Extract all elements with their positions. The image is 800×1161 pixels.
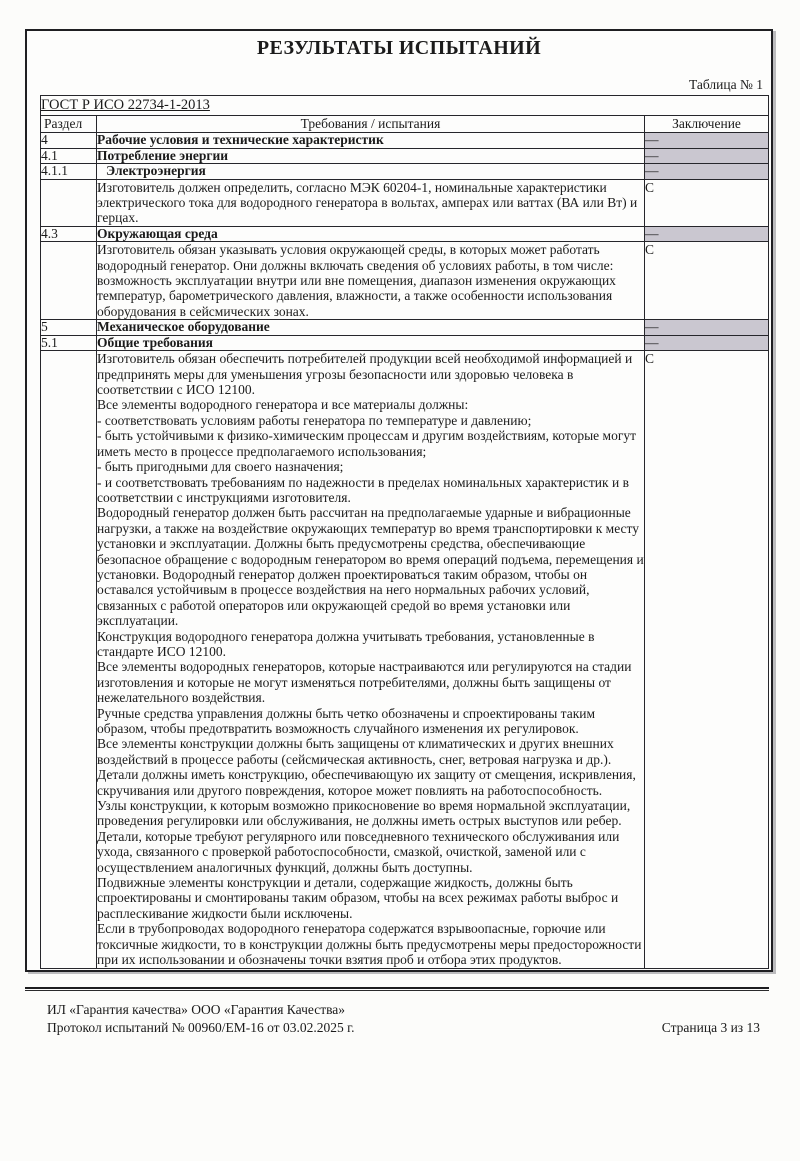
requirement-paragraph: - быть пригодными для своего назначения; (97, 459, 344, 475)
conclusion-cell: С (645, 351, 769, 968)
requirement-cell: Электроэнергия (97, 164, 645, 180)
table-row-requirement-environment (41, 242, 769, 320)
conclusion-cell: — (645, 164, 769, 180)
col-header-section: Раздел (41, 116, 97, 133)
table-row-section-4-1-1 (41, 164, 769, 180)
footer-page-number: Страница 3 из 13 (661, 1020, 760, 1035)
col-header-requirements: Требования / испытания (97, 116, 645, 133)
requirement-cell: Механическое оборудование (97, 320, 645, 336)
conclusion-cell: С (645, 179, 769, 226)
table-row-section-4 (41, 133, 769, 149)
requirement-cell: Окружающая среда (97, 226, 645, 242)
footer-lab-name: ИЛ «Гарантия качества» ООО «Гарантия Качества» (47, 1002, 346, 1017)
requirement-paragraph: Если в трубопроводах водородного генератора содержатся взрывоопасные, горючие или токсичные жидкости, то в конструкции должны быть предусмотрены меры предосторожности при их использовании и обозначены точки взятия проб и отбора этих продуктов. (97, 921, 642, 968)
column-header-row (41, 116, 769, 133)
page-footer (0, 1001, 800, 1037)
table-row-requirement-general (41, 351, 769, 968)
footer-left-block (47, 1001, 354, 1037)
section-cell: 4 (41, 133, 97, 149)
table-row-section-5-1 (41, 335, 769, 351)
table-row-requirement-electro (41, 179, 769, 226)
requirement-paragraph: Ручные средства управления должны быть четко обозначены и спроектированы таким образом, чтобы предотвратить возможность случайного изменения их регулировок. (97, 705, 596, 736)
requirement-cell: Изготовитель обязан указывать условия окружающей среды, в которых может работать водородный генератор. Они должны включать сведения об условиях работы, в том числе: возможность эксплуатации внутри или вне помещения, диапазон изменения окружающих температур, барометрического давления, влажности, а также особенности использования оборудования в сейсмических зонах. (97, 242, 645, 320)
results-table (40, 95, 769, 969)
standard-header (41, 96, 769, 116)
requirement-paragraph: Водородный генератор должен быть рассчитан на предполагаемые ударные и вибрационные нагрузки, а также на воздействие окружающих температур во время транспортировки к месту установки и эксплуатации. Должны быть предусмотрены средства, обеспечивающие безопасное обращение с водородным генератором во время операций подъема, перемещения и установки. Водородный генератор должен проектироваться таким образом, чтобы он оставался устойчивым в процессе воздействия на него нормальных рабочих условий, связанных с работой операторов или окружающей средой во время установки или эксплуатации. (97, 505, 644, 629)
section-cell: 5 (41, 320, 97, 336)
section-cell: 4.1 (41, 148, 97, 164)
conclusion-cell: — (645, 335, 769, 351)
requirement-cell (97, 351, 645, 968)
requirement-paragraph: Конструкция водородного генератора должна учитывать требования, установленные в стандарте ИСО 12100. (97, 628, 595, 659)
conclusion-cell: — (645, 226, 769, 242)
section-cell (41, 242, 97, 320)
conclusion-cell: — (645, 133, 769, 149)
requirement-paragraph: Детали должны иметь конструкцию, обеспечивающую их защиту от смещения, искривления, скручивания или другого повреждения, которое может повлиять на работоспособность. (97, 767, 636, 798)
section-cell: 4.1.1 (41, 164, 97, 180)
requirement-paragraph: Все элементы водородного генератора и все материалы должны: (97, 397, 469, 413)
standard-header-text: ГОСТ Р ИСО 22734-1-2013 (41, 97, 210, 113)
table-row-section-5 (41, 320, 769, 336)
standard-header-row (41, 96, 769, 116)
conclusion-cell: С (645, 242, 769, 320)
requirement-paragraph: Изготовитель обязан обеспечить потребителей продукции всей необходимой информацией и предпринять меры для уменьшения угрозы безопасности или здоровью человека в соответствии с ИСО 12100. (97, 351, 633, 398)
page-frame (25, 29, 773, 972)
requirement-cell: Рабочие условия и технические характеристик (97, 133, 645, 149)
section-cell: 4.3 (41, 226, 97, 242)
section-cell (41, 179, 97, 226)
conclusion-cell: — (645, 320, 769, 336)
requirement-cell: Изготовитель должен определить, согласно МЭК 60204-1, номинальные характеристики электрического тока для водородного генератора в вольтах, амперах или ваттах (ВА или Вт) и герцах. (97, 179, 645, 226)
conclusion-cell: — (645, 148, 769, 164)
requirement-cell: Потребление энергии (97, 148, 645, 164)
requirement-paragraph: Все элементы водородных генераторов, которые настраиваются или регулируются на стадии изготовления и которые не могут изменяться потребителями, должны быть защищены от нежелательного воздействия. (97, 659, 632, 706)
requirement-paragraph: - соответствовать условиям работы генератора по температуре и давлению; (97, 412, 532, 428)
page-title: РЕЗУЛЬТАТЫ ИСПЫТАНИЙ (256, 37, 542, 59)
table-caption: Таблица № 1 (689, 77, 763, 92)
requirement-cell: Общие требования (97, 335, 645, 351)
table-row-section-4-1 (41, 148, 769, 164)
section-cell: 5.1 (41, 335, 97, 351)
requirement-paragraph: Подвижные элементы конструкции и детали, содержащие жидкость, должны быть спроектированы и смонтированы таким образом, чтобы на всех режимах работы выброс и расплескивание жидкости были исключены. (97, 875, 619, 921)
table-row-section-4-3 (41, 226, 769, 242)
requirement-paragraph: - и соответствовать требованиям по надежности в пределах номинальных характеристик и в соответствии с инструкциями изготовителя. (97, 474, 629, 505)
scanned-document-page (0, 29, 800, 1161)
requirement-paragraph: Детали, которые требуют регулярного или повседневного технического обслуживания или ухода, связанного с проверкой работоспособности, смазкой, очисткой, заменой или с осуществлением аналогичных функций, должны быть доступны. (97, 828, 620, 875)
requirement-paragraph: - быть устойчивыми к физико-химическим процессам и другим воздействиям, которые могут иметь место в процессе предполагаемого использования; (97, 428, 637, 459)
requirement-paragraph: Все элементы конструкции должны быть защищены от климатических и других внешних воздействий в процессе работы (сейсмическая активность, снег, ветровая нагрузка и др.). (97, 736, 614, 767)
footer-protocol-number: Протокол испытаний № 00960/ЕМ-16 от 03.02.2025 г. (47, 1020, 355, 1035)
footer-separator (25, 987, 769, 992)
col-header-conclusion: Заключение (645, 116, 769, 133)
requirement-paragraph: Узлы конструкции, к которым возможно прикосновение во время нормальной эксплуатации, проведения регулировки или обслуживания, не должны иметь острых выступов или ребер. (97, 798, 631, 829)
section-cell (41, 351, 97, 968)
